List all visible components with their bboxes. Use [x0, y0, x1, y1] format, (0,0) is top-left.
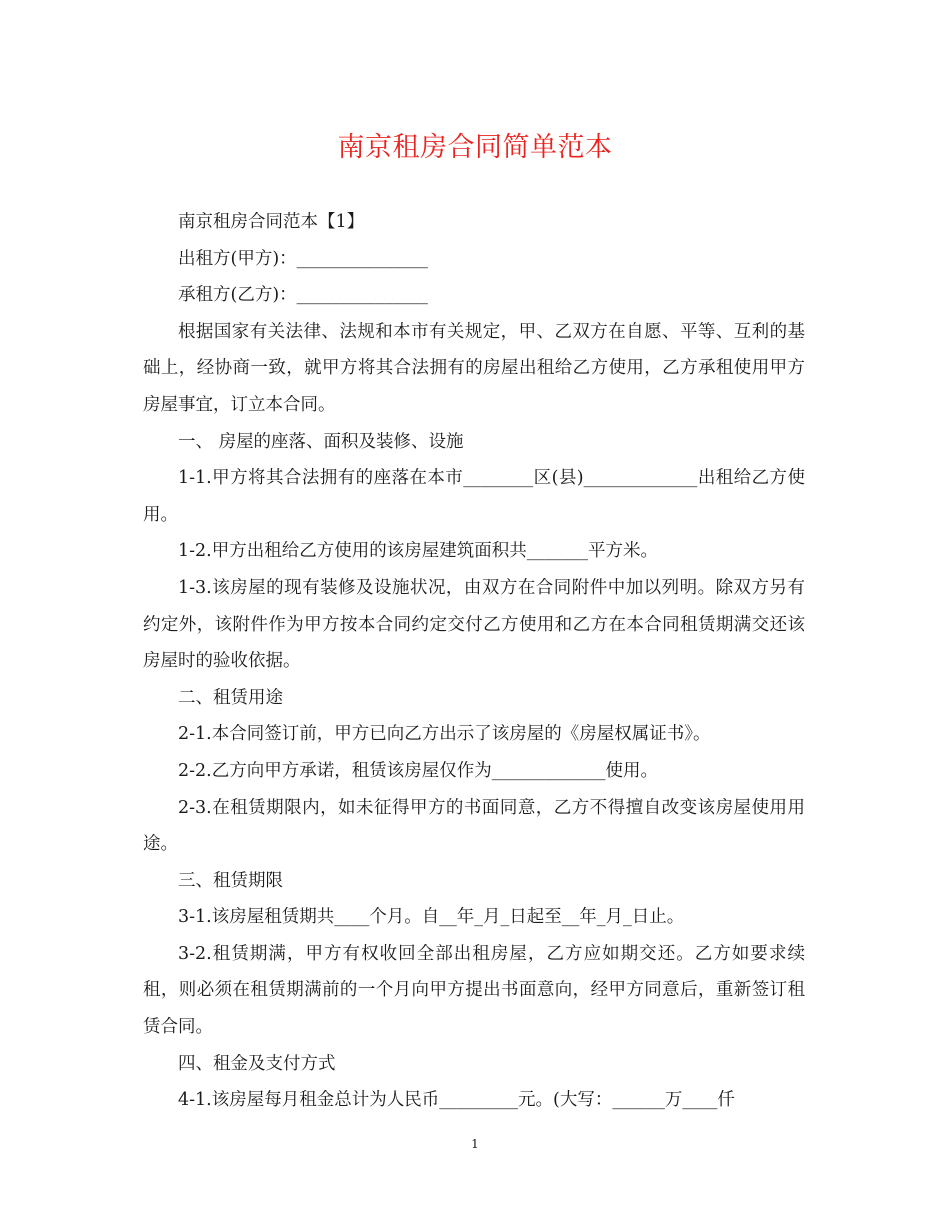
- clause-paragraph: 2-3.在租赁期限内，如未征得甲方的书面同意，乙方不得擅自改变该房屋使用用途。: [143, 797, 805, 855]
- page-number: 1: [471, 1137, 479, 1151]
- document-title: 南京租房合同简单范本: [337, 132, 613, 163]
- clause-paragraph: 2-2.乙方向甲方承诺，租赁该房屋仅作为_____________使用。: [178, 760, 658, 781]
- chapter-heading: 三、租赁期限: [178, 870, 283, 891]
- clause-paragraph: 2-1.本合同签订前，甲方已向乙方出示了该房屋的《房屋权属证书》。: [178, 724, 711, 745]
- lessor-line: 出租方(甲方)：_______________: [178, 248, 428, 269]
- clause-paragraph: 3-1.该房屋租赁期共____个月。自__年_月_日起至__年_月_日止。: [178, 907, 685, 928]
- clause-paragraph: 1-2.甲方出租给乙方使用的该房屋建筑面积共_______平方米。: [178, 541, 658, 562]
- chapter-heading: 二、租赁用途: [178, 687, 283, 708]
- section-heading: 南京租房合同范本【1】: [178, 212, 365, 232]
- clause-paragraph: 3-2.租赁期满，甲方有权收回全部出租房屋，乙方应如期交还。乙方如要求续租，则必须在租赁期满前的一个月向甲方提出书面意向，经甲方同意后，重新签订租赁合同。: [143, 943, 805, 1038]
- chapter-heading: 一、 房屋的座落、面积及装修、设施: [178, 431, 464, 452]
- chapter-heading: 四、租金及支付方式: [178, 1053, 336, 1074]
- lessee-line: 承租方(乙方)：_______________: [178, 285, 428, 306]
- document-body: [143, 204, 805, 1119]
- clause-paragraph: 1-3.该房屋的现有装修及设施状况，由双方在合同附件中加以列明。除双方另有约定外，该附件作为甲方按本合同约定交付乙方使用和乙方在本合同租赁期满交还该房屋时的验收依据。: [143, 577, 805, 672]
- preamble-paragraph: 根据国家有关法律、法规和本市有关规定，甲、乙双方在自愿、平等、互利的基础上，经协商一致，就甲方将其合法拥有的房屋出租给乙方使用，乙方承租使用甲方房屋事宜，订立本合同。: [143, 321, 805, 415]
- clause-paragraph: 4-1.该房屋每月租金总计为人民币_________元。(大写：______万____仟: [178, 1090, 735, 1111]
- clause-paragraph: 1-1.甲方将其合法拥有的座落在本市________区(县)_____________出租给乙方使用。: [143, 468, 805, 525]
